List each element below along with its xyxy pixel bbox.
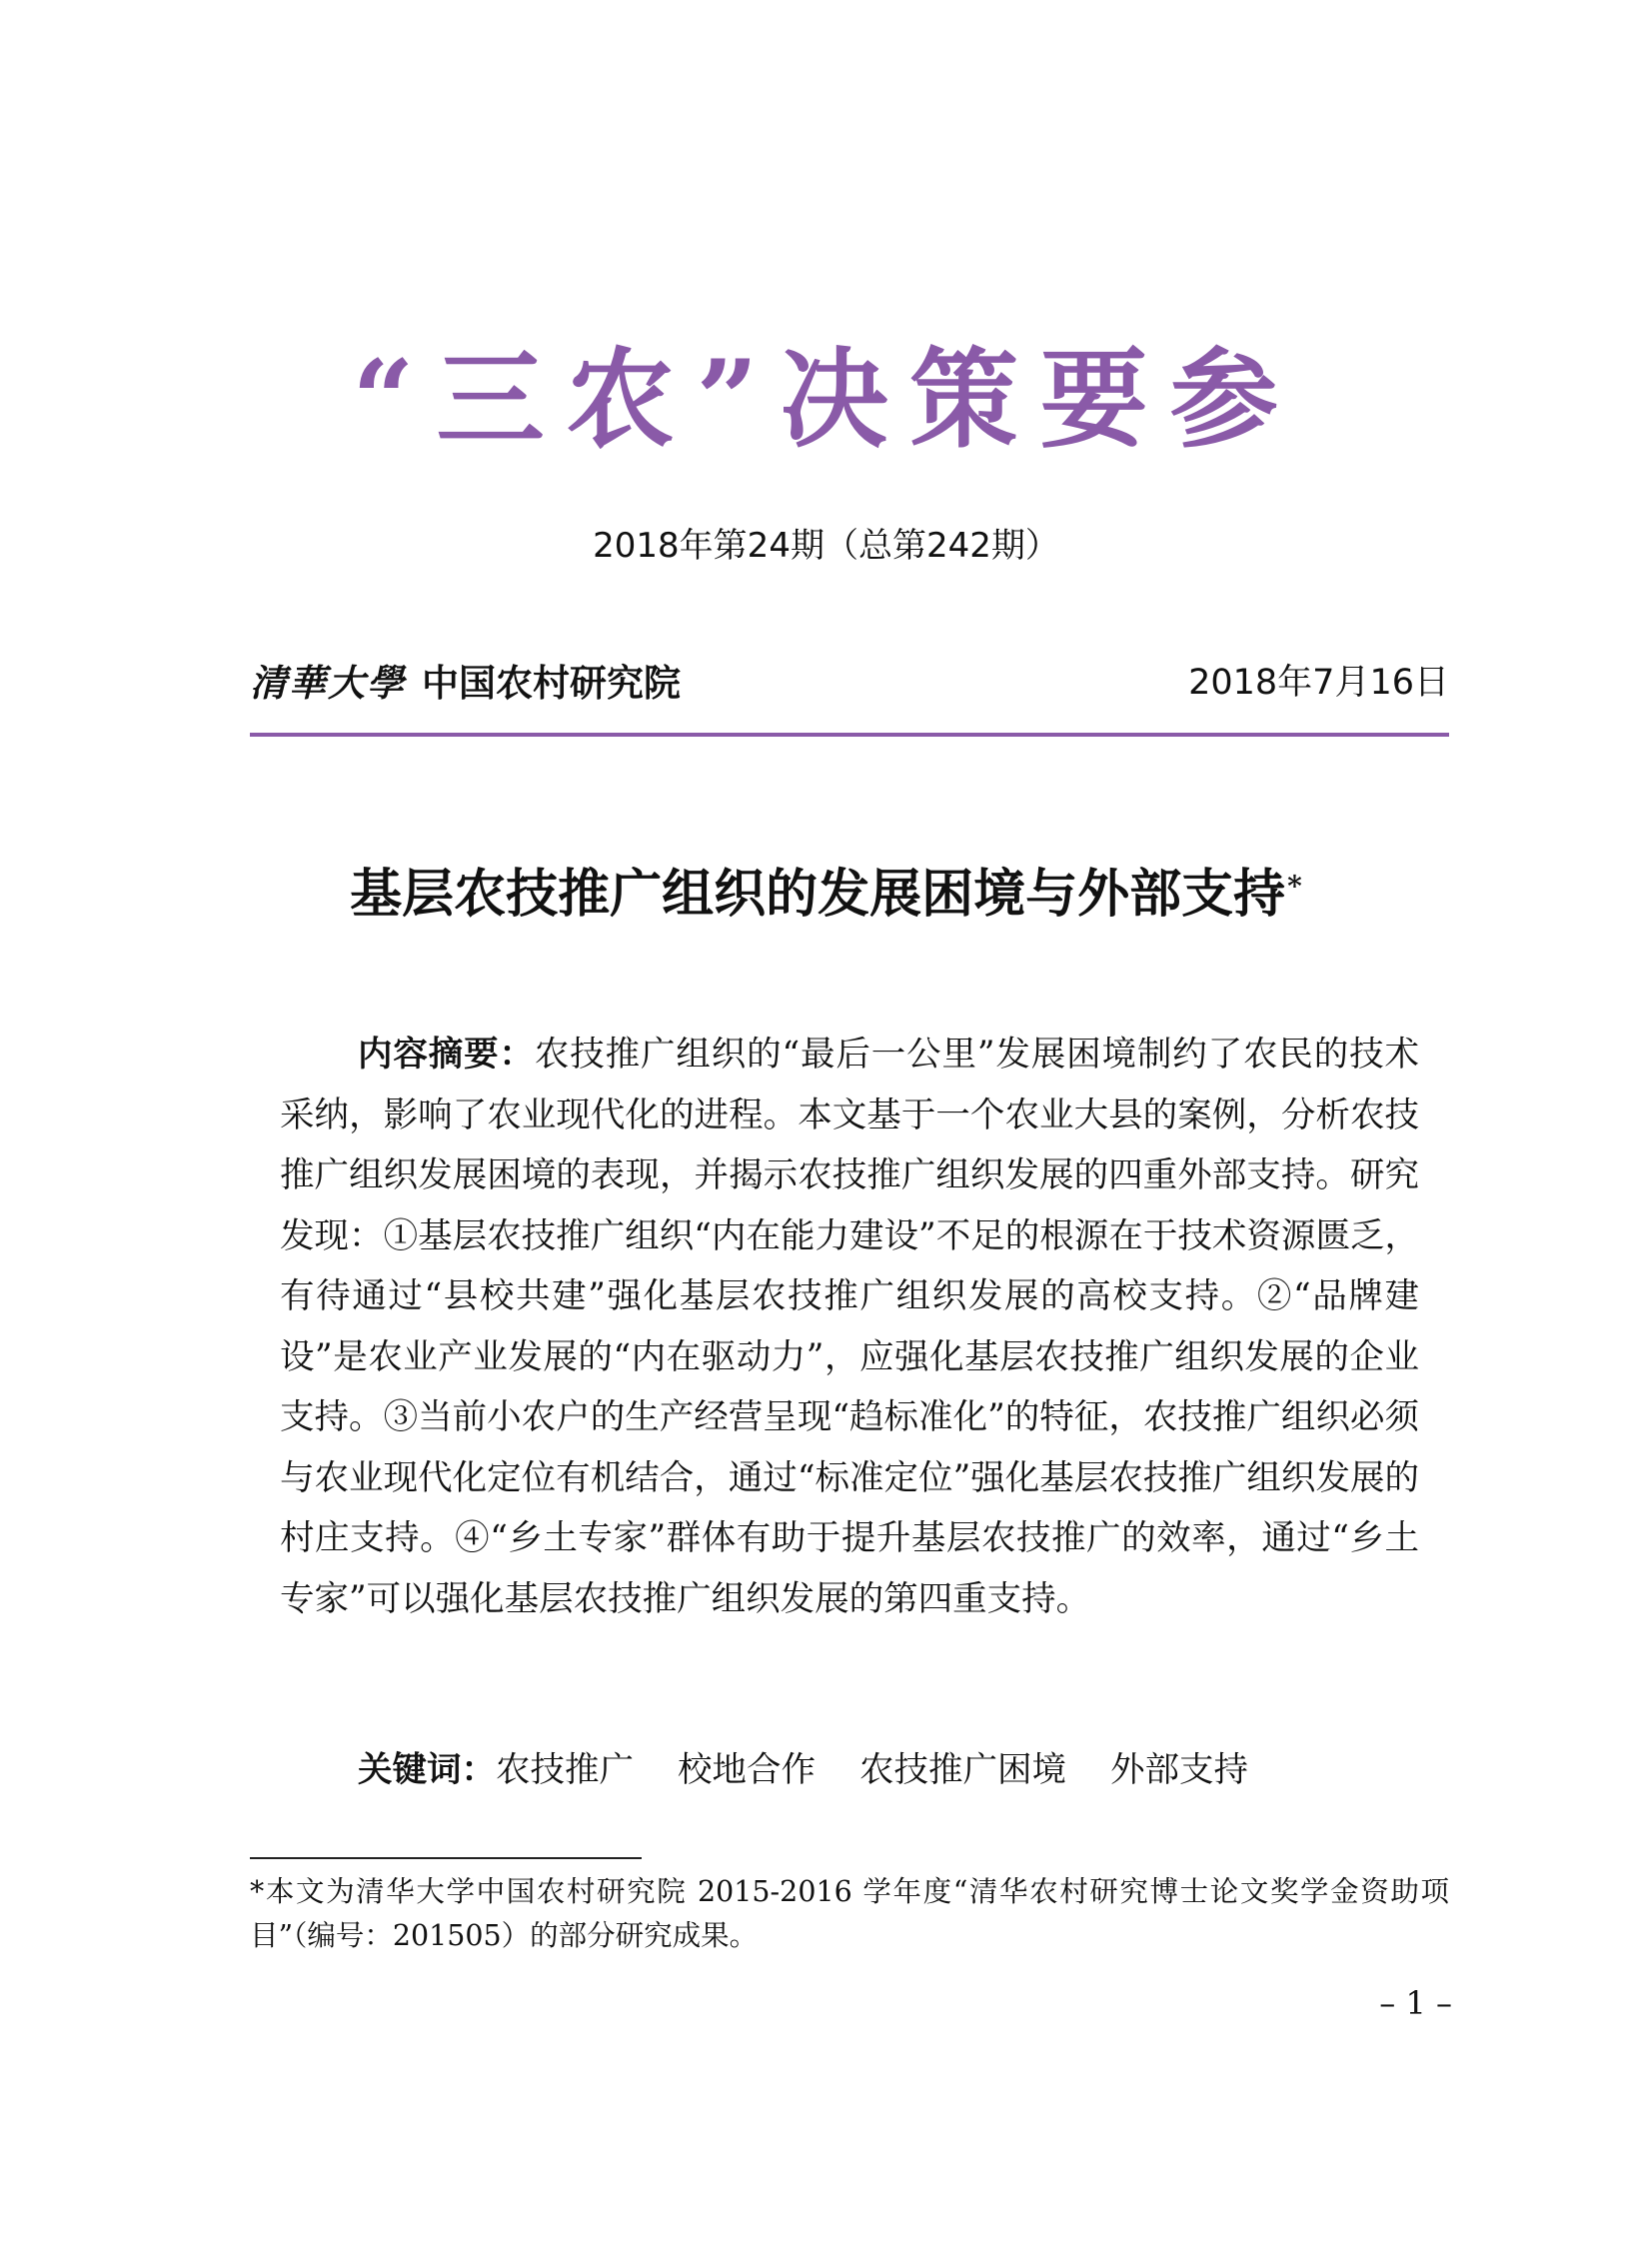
- issue-number: 2018年第24期（总第242期）: [593, 526, 1059, 566]
- keyword-item: 外部支持: [1110, 1750, 1248, 1790]
- keywords-label: 关键词：: [358, 1750, 496, 1790]
- keyword-item: 农技推广: [496, 1750, 634, 1790]
- page-number: – 1 –: [1379, 1984, 1452, 2022]
- university-logo-text: 清華大學: [250, 661, 406, 705]
- institution-line: [250, 656, 681, 711]
- header-divider: [250, 733, 1449, 737]
- article-title-text: 基层农技推广组织的发展困境与外部支持: [350, 864, 1286, 925]
- publication-date: 2018年7月16日: [1188, 663, 1449, 703]
- footnote-marker: *: [1287, 870, 1302, 903]
- keywords: [358, 1742, 1292, 1798]
- footnote-rule: [250, 1857, 642, 1859]
- keyword-item: 校地合作: [678, 1750, 816, 1790]
- keyword-item: 农技推广困境: [859, 1750, 1066, 1790]
- masthead-title: “三农”决策要参: [352, 337, 1300, 463]
- abstract-label: 内容摘要：: [358, 1035, 535, 1075]
- article-title: [0, 860, 1652, 930]
- abstract-text: 农技推广组织的“最后一公里”发展困境制约了农民的技术采纳，影响了农业现代化的进程。本文基于一个农业大县的案例，分析农技推广组织发展困境的表现，并揭示农技推广组织发展的四重外部支持。研究发现：①基层农技推广组织“内在能力建设”不足的根源在于技术资源匮乏，有待通过“县校共建”强化基层农技推广组织发展的高校支持。②“品牌建设”是农业产业发展的“内在驱动力”，应强化基层农技推广组织发展的企业支持。③当前小农户的生产经营呈现“趋标准化”的特征，农技推广组织必须与农业现代化定位有机结合，通过“标准定位”强化基层农技推广组织发展的村庄支持。④“乡土专家”群体有助于提升基层农技推广的效率，通过“乡土专家”可以强化基层农技推广组织发展的第四重支持。: [280, 1035, 1419, 1619]
- institute-name: 中国农村研究院: [422, 661, 681, 705]
- abstract: [280, 1025, 1419, 1629]
- footnote: *本文为清华大学中国农村研究院 2015-2016 学年度“清华农村研究博士论文奖学金资助项目”（编号：201505）的部分研究成果。: [250, 1875, 1449, 1952]
